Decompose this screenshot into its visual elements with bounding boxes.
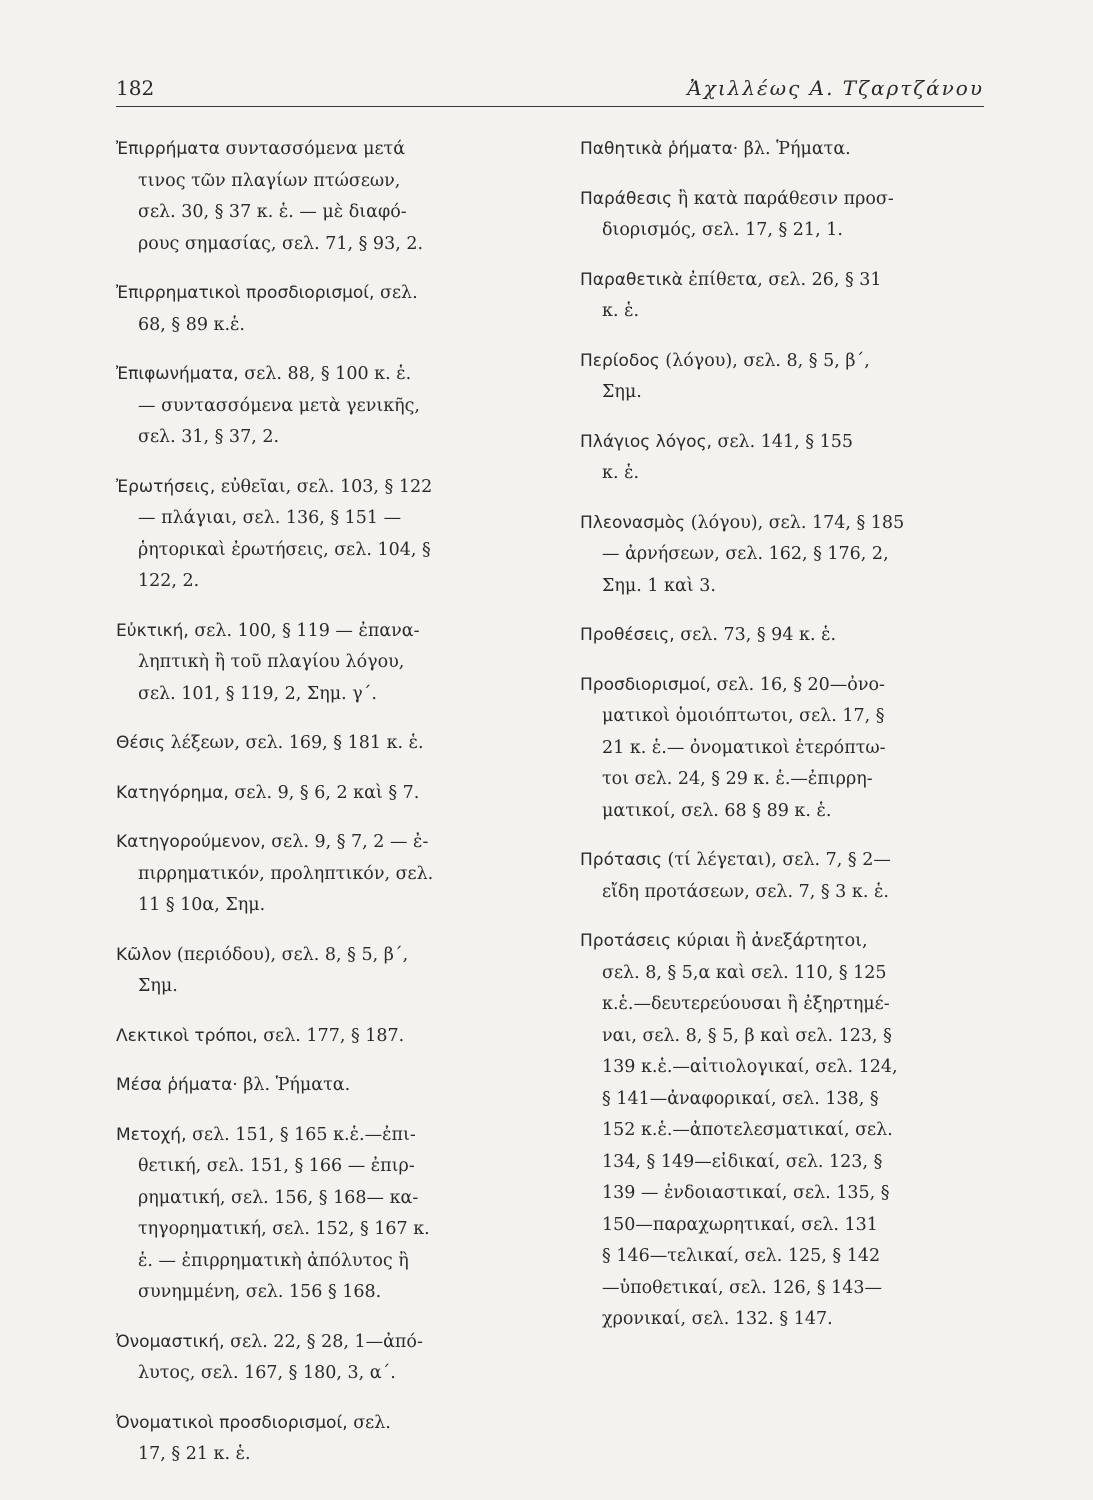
index-entry-continuation-line: συνημμένη, σελ. 156 § 168. [138, 1282, 382, 1302]
index-entry [116, 1070, 516, 1102]
index-entry-continuation-line: λυτος, σελ. 167, § 180, 3, α΄. [138, 1363, 396, 1383]
index-entry-text: ἢ ἀνεξάρτητοι, [735, 931, 868, 951]
index-entry [116, 616, 516, 711]
index-entry-text: εὐθεῖαι, σελ. 103, § 122 [220, 476, 433, 497]
index-entry-heading: Μέσα ῥήματα· [116, 1075, 238, 1095]
index-entry-continuation-line: — πλάγιαι, σελ. 136, § 151 — [138, 508, 402, 528]
index-entry-heading: Ἐπιφωνήματα, [116, 364, 239, 384]
index-entry-continuation-line: 11 § 10α, Σημ. [138, 895, 266, 915]
index-entry-text: σελ. [353, 1412, 391, 1433]
index-entry-continuation-line: 122, 2. [138, 571, 200, 591]
index-entry-heading: Πλάγιος λόγος, [580, 431, 712, 452]
index-entry-first-line [116, 616, 516, 648]
index-entry [116, 359, 516, 454]
index-entry-text: σελ. 73, § 94 κ. ἑ. [680, 625, 837, 645]
index-entry [116, 1408, 516, 1471]
index-entry [580, 620, 984, 652]
index-entry-continuation-line: Σημ. [138, 976, 178, 996]
index-entry-first-line [116, 134, 516, 166]
index-entry-continuation-line: 68, § 89 κ.ἑ. [138, 314, 245, 335]
running-title: Ἀχιλλέως Α. Τζαρτζάνου [687, 76, 984, 100]
index-entry [116, 827, 516, 922]
index-entry-text: λέξεων, σελ. 169, § 181 κ. ἑ. [170, 733, 424, 753]
index-entry-first-line [580, 670, 984, 702]
index-entry [116, 940, 516, 1003]
index-entry [580, 134, 984, 166]
index-entry-text: (τί λέγεται), σελ. 7, § 2— [667, 850, 891, 870]
index-entry-text: ἐπίθετα, σελ. 26, § 31 [688, 269, 882, 290]
index-entry-first-line [580, 845, 984, 877]
index-entry-continuation-line: 139 — ἐνδοιαστικαί, σελ. 135, § [602, 1183, 890, 1203]
index-entry-continuation-line: 21 κ. ἑ.— ὀνοματικοὶ ἑτερόπτω- [602, 737, 886, 758]
index-entry-continuation-line: κ.ἑ.—δευτερεύουσαι ἢ ἐξηρτημέ- [602, 994, 890, 1014]
index-entry-first-line [116, 1327, 516, 1359]
index-entry-heading: Θέσις [116, 733, 166, 753]
index-entry-heading: Εὐκτική, [116, 620, 189, 641]
index-entry-first-line [116, 827, 516, 859]
index-entry-continuation-line: § 146—τελικαί, σελ. 125, § 142 [602, 1246, 881, 1266]
index-entry-first-line [116, 1408, 516, 1440]
index-entry-first-line [580, 508, 984, 540]
index-entry-heading: Μετοχή, [116, 1124, 187, 1145]
index-entry-text: βλ. Ῥήματα. [243, 1075, 351, 1095]
index-entry-heading: Παράθεσις [580, 188, 673, 209]
index-entry-first-line [580, 134, 984, 166]
index-entry-continuation-line: σελ. 30, § 37 κ. ἑ. — μὲ διαφό- [138, 202, 407, 222]
index-entry-heading: Ἐρωτήσεις, [116, 476, 216, 497]
index-entry-continuation-line: χρονικαί, σελ. 132. § 147. [602, 1309, 833, 1329]
index-entry-continuation-line: 17, § 21 κ. ἑ. [138, 1444, 251, 1464]
index-entry [116, 778, 516, 810]
index-entry-continuation-line: 139 κ.ἑ.—αἰτιολογικαί, σελ. 124, [602, 1057, 898, 1077]
index-entry-continuation-line: ρους σημασίας, σελ. 71, § 93, 2. [138, 233, 424, 254]
index-entry-first-line [116, 278, 516, 310]
index-entry [580, 670, 984, 828]
index-entry [580, 265, 984, 328]
index-entry-first-line [116, 1070, 516, 1102]
index-entry [116, 1327, 516, 1390]
index-entry [116, 472, 516, 598]
index-entry-text: σελ. [380, 283, 418, 303]
index-entry-first-line [116, 778, 516, 810]
right-index-column [580, 134, 984, 1354]
index-entry [116, 1120, 516, 1309]
page-number: 182 [116, 76, 155, 100]
index-entry-continuation-line: θετική, σελ. 151, § 166 — ἐπιρ- [138, 1156, 415, 1176]
index-entry-continuation-line: τοι σελ. 24, § 29 κ. ἑ.—ἐπιρρη- [602, 769, 873, 789]
index-entry-heading: Περίοδος [580, 350, 660, 371]
index-entry-continuation-line: τηγορηματική, σελ. 152, § 167 κ. [138, 1219, 430, 1239]
index-entry [116, 278, 516, 341]
index-entry-heading: Κῶλον [116, 944, 172, 965]
index-entry [580, 845, 984, 908]
index-entry-continuation-line: Σημ. [602, 382, 642, 402]
index-entry-first-line [580, 184, 984, 216]
index-entry [580, 508, 984, 603]
index-entry-first-line [116, 1120, 516, 1152]
index-entry-continuation-line: 150—παραχωρητικαί, σελ. 131 [602, 1214, 878, 1235]
index-entry-text: σελ. 9, § 6, 2 καὶ § 7. [234, 782, 420, 803]
index-entry-continuation-line: τινος τῶν πλαγίων πτώσεων, [138, 170, 401, 191]
index-entry-first-line [580, 620, 984, 652]
index-entry-text: (λόγου), σελ. 174, § 185 [690, 512, 905, 533]
index-entry-continuation-line: — συντασσόμενα μετὰ γενικῆς, [138, 395, 420, 416]
index-entry-text: σελ. 16, § 20—ὀνο- [716, 674, 885, 695]
index-entry-text: σελ. 177, § 187. [263, 1025, 405, 1046]
index-entry-heading: Ὀνοματικοὶ προσδιορισμοί, [116, 1412, 348, 1433]
index-entry-text: (λόγου), σελ. 8, § 5, β΄, [665, 350, 870, 371]
index-entry-continuation-line: σελ. 101, § 119, 2, Σημ. γ΄. [138, 683, 377, 704]
index-entry-heading: Ἐπιρρηματικοὶ προσδιορισμοί, [116, 283, 375, 303]
index-entry-continuation-line: ναι, σελ. 8, § 5, β καὶ σελ. 123, § [602, 1025, 892, 1046]
index-entry [580, 926, 984, 1336]
index-entry-first-line [580, 346, 984, 378]
index-entry-continuation-line: πιρρηματικόν, προληπτικόν, σελ. [138, 863, 434, 884]
index-entry-continuation-line: ματικοί, σελ. 68 § 89 κ. ἑ. [602, 800, 832, 821]
index-entry-continuation-line: — ἀρνήσεων, σελ. 162, § 176, 2, [602, 544, 889, 564]
index-entry-text: (περιόδου), σελ. 8, § 5, β΄, [176, 944, 409, 965]
index-entry-continuation-line: 134, § 149—εἰδικαί, σελ. 123, § [602, 1151, 883, 1172]
index-entry-continuation-line: ματικοὶ ὁμοιόπτωτοι, σελ. 17, § [602, 706, 885, 726]
index-entry-continuation-line: 152 κ.ἑ.—ἀποτελεσματικαί, σελ. [602, 1120, 893, 1140]
page-header [116, 76, 984, 106]
index-entry-heading: Λεκτικοὶ τρόποι, [116, 1025, 258, 1046]
index-entry-heading: Προτάσεις κύριαι [580, 931, 730, 951]
index-entry-text: σελ. 9, § 7, 2 — ἐ- [271, 832, 429, 852]
index-entry-text: σελ. 100, § 119 — ἐπανα- [194, 620, 420, 641]
index-entry-first-line [116, 472, 516, 504]
index-entry-continuation-line: Σημ. 1 καὶ 3. [602, 575, 716, 596]
index-entry-heading: Προσδιορισμοί, [580, 674, 711, 695]
index-entry-continuation-line: ῥητορικαὶ ἐρωτήσεις, σελ. 104, § [138, 539, 431, 560]
left-index-column [116, 134, 516, 1489]
index-entry-first-line [580, 427, 984, 459]
index-entry-heading: Πρότασις [580, 850, 662, 870]
index-entry-heading: Ἐπιρρήματα [116, 139, 220, 159]
index-entry-continuation-line: ρηματική, σελ. 156, § 168— κα- [138, 1187, 419, 1208]
index-entry-text: σελ. 88, § 100 κ. ἑ. [244, 364, 412, 384]
index-entry-heading: Κατηγόρημα, [116, 782, 229, 803]
header-rule [116, 106, 984, 107]
index-entry-continuation-line: διορισμός, σελ. 17, § 21, 1. [602, 220, 843, 240]
index-entry [580, 346, 984, 409]
index-entry [116, 134, 516, 260]
index-entry-continuation-line: σελ. 31, § 37, 2. [138, 427, 280, 447]
index-entry-text: ἢ κατὰ παράθεσιν προσ- [677, 188, 894, 209]
index-entry [116, 728, 516, 760]
index-entry-continuation-line: σελ. 8, § 5,α καὶ σελ. 110, § 125 [602, 962, 887, 983]
index-entry-continuation-line: § 141—ἀναφορικαί, σελ. 138, § [602, 1088, 879, 1109]
index-entry [580, 184, 984, 247]
index-entry-first-line [580, 926, 984, 958]
index-entry-heading: Προθέσεις, [580, 625, 675, 645]
index-entry-first-line [580, 265, 984, 297]
index-entry-continuation-line: ἑ. — ἐπιρρηματικὴ ἀπόλυτος ἢ [138, 1250, 409, 1271]
index-entry-continuation-line: εἴδη προτάσεων, σελ. 7, § 3 κ. ἑ. [602, 881, 889, 902]
index-entry-continuation-line: κ. ἑ. [602, 301, 640, 321]
index-entry [580, 427, 984, 490]
index-entry-first-line [116, 1021, 516, 1053]
index-entry-continuation-line: —ὑποθετικαί, σελ. 126, § 143— [602, 1277, 883, 1298]
index-entry-heading: Παραθετικὰ [580, 269, 683, 290]
index-entry [116, 1021, 516, 1053]
index-entry-first-line [116, 940, 516, 972]
index-entry-first-line [116, 728, 516, 760]
index-entry-text: σελ. 151, § 165 κ.ἑ.—ἐπι- [192, 1124, 416, 1145]
index-entry-text: βλ. Ῥήματα. [743, 139, 851, 159]
index-entry-heading: Κατηγορούμενον, [116, 832, 266, 852]
index-entry-heading: Πλεονασμὸς [580, 512, 686, 533]
index-entry-heading: Ὀνομαστική, [116, 1331, 225, 1352]
index-entry-text: σελ. 22, § 28, 1—ἀπό- [230, 1331, 423, 1352]
index-entry-first-line [116, 359, 516, 391]
index-entry-continuation-line: ληπτικὴ ἢ τοῦ πλαγίου λόγου, [138, 652, 405, 672]
index-entry-text: συντασσόμενα μετά [225, 139, 406, 159]
index-entry-heading: Παθητικὰ ῥήματα· [580, 139, 739, 159]
index-entry-text: σελ. 141, § 155 [717, 431, 854, 452]
index-entry-continuation-line: κ. ἑ. [602, 463, 640, 483]
